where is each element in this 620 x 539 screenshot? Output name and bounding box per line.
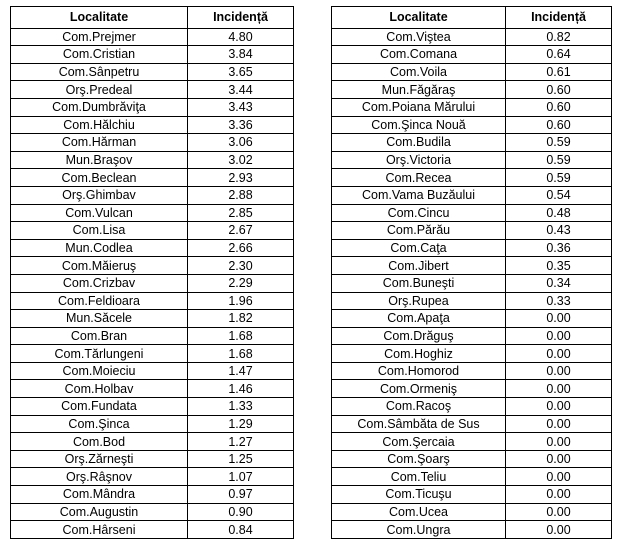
locality-cell: Orş.Rupea bbox=[332, 292, 506, 310]
incidence-cell: 0.60 bbox=[506, 81, 612, 99]
header-localitate: Localitate bbox=[11, 7, 188, 29]
incidence-cell: 0.00 bbox=[506, 486, 612, 504]
table-row bbox=[332, 362, 612, 380]
locality-cell: Com.Sâmbăta de Sus bbox=[332, 415, 506, 433]
incidence-cell: 1.25 bbox=[188, 450, 294, 468]
header-row bbox=[11, 7, 294, 29]
locality-cell: Com.Fundata bbox=[11, 398, 188, 416]
locality-cell: Com.Mândra bbox=[11, 486, 188, 504]
locality-cell: Com.Comana bbox=[332, 46, 506, 64]
locality-cell: Com.Cristian bbox=[11, 46, 188, 64]
incidence-cell: 3.06 bbox=[188, 134, 294, 152]
table-row bbox=[332, 327, 612, 345]
incidence-cell: 0.33 bbox=[506, 292, 612, 310]
locality-cell: Orş.Victoria bbox=[332, 151, 506, 169]
table-row bbox=[11, 186, 294, 204]
table-row bbox=[11, 468, 294, 486]
table-row bbox=[11, 503, 294, 521]
header-localitate: Localitate bbox=[332, 7, 506, 29]
incidence-cell: 2.85 bbox=[188, 204, 294, 222]
incidence-cell: 0.00 bbox=[506, 415, 612, 433]
table-row bbox=[11, 204, 294, 222]
incidence-cell: 0.59 bbox=[506, 169, 612, 187]
table-row bbox=[11, 450, 294, 468]
locality-cell: Com.Vama Buzăului bbox=[332, 186, 506, 204]
locality-cell: Com.Feldioara bbox=[11, 292, 188, 310]
locality-cell: Com.Hârseni bbox=[11, 521, 188, 539]
locality-cell: Com.Teliu bbox=[332, 468, 506, 486]
table-row bbox=[332, 486, 612, 504]
locality-cell: Com.Viştea bbox=[332, 28, 506, 46]
table-row bbox=[11, 81, 294, 99]
table-row bbox=[332, 503, 612, 521]
incidence-cell: 0.48 bbox=[506, 204, 612, 222]
table-row bbox=[332, 98, 612, 116]
table-row bbox=[11, 46, 294, 64]
header-incidenta: Incidență bbox=[506, 7, 612, 29]
table-row bbox=[11, 116, 294, 134]
table-row bbox=[332, 81, 612, 99]
locality-cell: Orş.Ghimbav bbox=[11, 186, 188, 204]
table-row bbox=[11, 169, 294, 187]
locality-cell: Com.Beclean bbox=[11, 169, 188, 187]
incidence-cell: 0.00 bbox=[506, 327, 612, 345]
incidence-cell: 2.29 bbox=[188, 274, 294, 292]
table-row bbox=[11, 521, 294, 539]
locality-cell: Com.Moieciu bbox=[11, 362, 188, 380]
locality-cell: Mun.Codlea bbox=[11, 239, 188, 257]
table-row bbox=[11, 398, 294, 416]
locality-cell: Orş.Râşnov bbox=[11, 468, 188, 486]
table-row bbox=[332, 398, 612, 416]
locality-cell: Com.Şercaia bbox=[332, 433, 506, 451]
locality-cell: Com.Ormeniş bbox=[332, 380, 506, 398]
table-row bbox=[11, 310, 294, 328]
locality-cell: Com.Racoş bbox=[332, 398, 506, 416]
header-incidenta: Incidență bbox=[188, 7, 294, 29]
locality-cell: Com.Părău bbox=[332, 222, 506, 240]
table-row bbox=[11, 415, 294, 433]
table-row bbox=[11, 134, 294, 152]
table-row bbox=[332, 28, 612, 46]
table-row bbox=[332, 274, 612, 292]
table-row bbox=[11, 327, 294, 345]
incidence-cell: 0.35 bbox=[506, 257, 612, 275]
locality-cell: Com.Măieruş bbox=[11, 257, 188, 275]
locality-cell: Com.Lisa bbox=[11, 222, 188, 240]
incidence-cell: 1.68 bbox=[188, 327, 294, 345]
table-row bbox=[11, 63, 294, 81]
table-row bbox=[332, 222, 612, 240]
locality-cell: Com.Augustin bbox=[11, 503, 188, 521]
table-row bbox=[11, 28, 294, 46]
incidence-cell: 2.30 bbox=[188, 257, 294, 275]
incidence-cell: 0.90 bbox=[188, 503, 294, 521]
incidence-cell: 1.96 bbox=[188, 292, 294, 310]
locality-cell: Com.Ticuşu bbox=[332, 486, 506, 504]
table-row bbox=[332, 433, 612, 451]
locality-cell: Com.Buneşti bbox=[332, 274, 506, 292]
incidence-cell: 0.64 bbox=[506, 46, 612, 64]
table-row bbox=[332, 380, 612, 398]
table-row bbox=[332, 46, 612, 64]
incidence-cell: 1.47 bbox=[188, 362, 294, 380]
locality-cell: Mun.Făgăraş bbox=[332, 81, 506, 99]
locality-cell: Com.Poiana Mărului bbox=[332, 98, 506, 116]
locality-cell: Com.Sânpetru bbox=[11, 63, 188, 81]
incidence-cell: 1.82 bbox=[188, 310, 294, 328]
incidence-cell: 0.60 bbox=[506, 98, 612, 116]
incidence-cell: 0.00 bbox=[506, 433, 612, 451]
incidence-cell: 1.68 bbox=[188, 345, 294, 363]
locality-cell: Com.Voila bbox=[332, 63, 506, 81]
incidence-cell: 2.66 bbox=[188, 239, 294, 257]
table-row bbox=[11, 433, 294, 451]
table-row bbox=[332, 239, 612, 257]
incidence-cell: 0.00 bbox=[506, 521, 612, 539]
locality-cell: Com.Jibert bbox=[332, 257, 506, 275]
locality-cell: Com.Homorod bbox=[332, 362, 506, 380]
incidence-cell: 0.00 bbox=[506, 362, 612, 380]
incidence-cell: 0.00 bbox=[506, 380, 612, 398]
header-row bbox=[332, 7, 612, 29]
locality-cell: Com.Hoghiz bbox=[332, 345, 506, 363]
locality-cell: Com.Apaţa bbox=[332, 310, 506, 328]
locality-cell: Com.Recea bbox=[332, 169, 506, 187]
table-row bbox=[11, 380, 294, 398]
locality-cell: Com.Ungra bbox=[332, 521, 506, 539]
incidence-cell: 0.59 bbox=[506, 151, 612, 169]
locality-cell: Orş.Zărneşti bbox=[11, 450, 188, 468]
table-row bbox=[332, 415, 612, 433]
incidence-cell: 0.97 bbox=[188, 486, 294, 504]
incidence-cell: 3.02 bbox=[188, 151, 294, 169]
table-row bbox=[11, 257, 294, 275]
incidence-cell: 1.27 bbox=[188, 433, 294, 451]
table-row bbox=[11, 292, 294, 310]
table-row bbox=[332, 468, 612, 486]
incidence-cell: 0.82 bbox=[506, 28, 612, 46]
incidence-cell: 1.07 bbox=[188, 468, 294, 486]
table-row bbox=[332, 204, 612, 222]
locality-cell: Com.Şinca bbox=[11, 415, 188, 433]
table-row bbox=[332, 310, 612, 328]
incidence-cell: 3.84 bbox=[188, 46, 294, 64]
table-row bbox=[332, 169, 612, 187]
table-row bbox=[11, 151, 294, 169]
table-row bbox=[11, 274, 294, 292]
incidence-cell: 2.88 bbox=[188, 186, 294, 204]
incidence-cell: 0.00 bbox=[506, 310, 612, 328]
table-row bbox=[11, 222, 294, 240]
table-row bbox=[11, 345, 294, 363]
incidence-cell: 4.80 bbox=[188, 28, 294, 46]
locality-cell: Com.Caţa bbox=[332, 239, 506, 257]
incidence-table-left bbox=[10, 6, 294, 539]
locality-cell: Com.Şoarş bbox=[332, 450, 506, 468]
table-row bbox=[11, 362, 294, 380]
incidence-cell: 0.00 bbox=[506, 450, 612, 468]
locality-cell: Com.Şinca Nouă bbox=[332, 116, 506, 134]
table-row bbox=[332, 134, 612, 152]
locality-cell: Com.Bod bbox=[11, 433, 188, 451]
incidence-cell: 0.84 bbox=[188, 521, 294, 539]
incidence-cell: 0.00 bbox=[506, 468, 612, 486]
table-row bbox=[332, 450, 612, 468]
incidence-cell: 0.59 bbox=[506, 134, 612, 152]
locality-cell: Com.Ucea bbox=[332, 503, 506, 521]
locality-cell: Mun.Braşov bbox=[11, 151, 188, 169]
table-row bbox=[332, 292, 612, 310]
table-row bbox=[332, 63, 612, 81]
locality-cell: Com.Hărman bbox=[11, 134, 188, 152]
incidence-cell: 0.00 bbox=[506, 503, 612, 521]
table-row bbox=[332, 257, 612, 275]
incidence-cell: 0.43 bbox=[506, 222, 612, 240]
locality-cell: Com.Hălchiu bbox=[11, 116, 188, 134]
incidence-cell: 3.43 bbox=[188, 98, 294, 116]
incidence-cell: 1.33 bbox=[188, 398, 294, 416]
table-row bbox=[332, 186, 612, 204]
locality-cell: Com.Budila bbox=[332, 134, 506, 152]
locality-cell: Com.Bran bbox=[11, 327, 188, 345]
locality-cell: Mun.Săcele bbox=[11, 310, 188, 328]
locality-cell: Orş.Predeal bbox=[11, 81, 188, 99]
table-row bbox=[332, 521, 612, 539]
incidence-cell: 0.60 bbox=[506, 116, 612, 134]
locality-cell: Com.Dumbrăviţa bbox=[11, 98, 188, 116]
table-row bbox=[11, 239, 294, 257]
incidence-cell: 0.00 bbox=[506, 345, 612, 363]
incidence-cell: 0.54 bbox=[506, 186, 612, 204]
incidence-cell: 0.61 bbox=[506, 63, 612, 81]
incidence-cell: 3.44 bbox=[188, 81, 294, 99]
incidence-cell: 3.65 bbox=[188, 63, 294, 81]
table-row bbox=[332, 116, 612, 134]
locality-cell: Com.Drăguş bbox=[332, 327, 506, 345]
table-row bbox=[11, 98, 294, 116]
table-row bbox=[332, 345, 612, 363]
locality-cell: Com.Cincu bbox=[332, 204, 506, 222]
incidence-cell: 3.36 bbox=[188, 116, 294, 134]
incidence-cell: 0.00 bbox=[506, 398, 612, 416]
incidence-cell: 0.36 bbox=[506, 239, 612, 257]
table-row bbox=[332, 151, 612, 169]
locality-cell: Com.Crizbav bbox=[11, 274, 188, 292]
incidence-cell: 1.29 bbox=[188, 415, 294, 433]
incidence-cell: 1.46 bbox=[188, 380, 294, 398]
locality-cell: Com.Prejmer bbox=[11, 28, 188, 46]
incidence-cell: 2.67 bbox=[188, 222, 294, 240]
incidence-table-right bbox=[331, 6, 612, 539]
incidence-cell: 0.34 bbox=[506, 274, 612, 292]
locality-cell: Com.Holbav bbox=[11, 380, 188, 398]
table-row bbox=[11, 486, 294, 504]
incidence-cell: 2.93 bbox=[188, 169, 294, 187]
locality-cell: Com.Vulcan bbox=[11, 204, 188, 222]
locality-cell: Com.Tărlungeni bbox=[11, 345, 188, 363]
